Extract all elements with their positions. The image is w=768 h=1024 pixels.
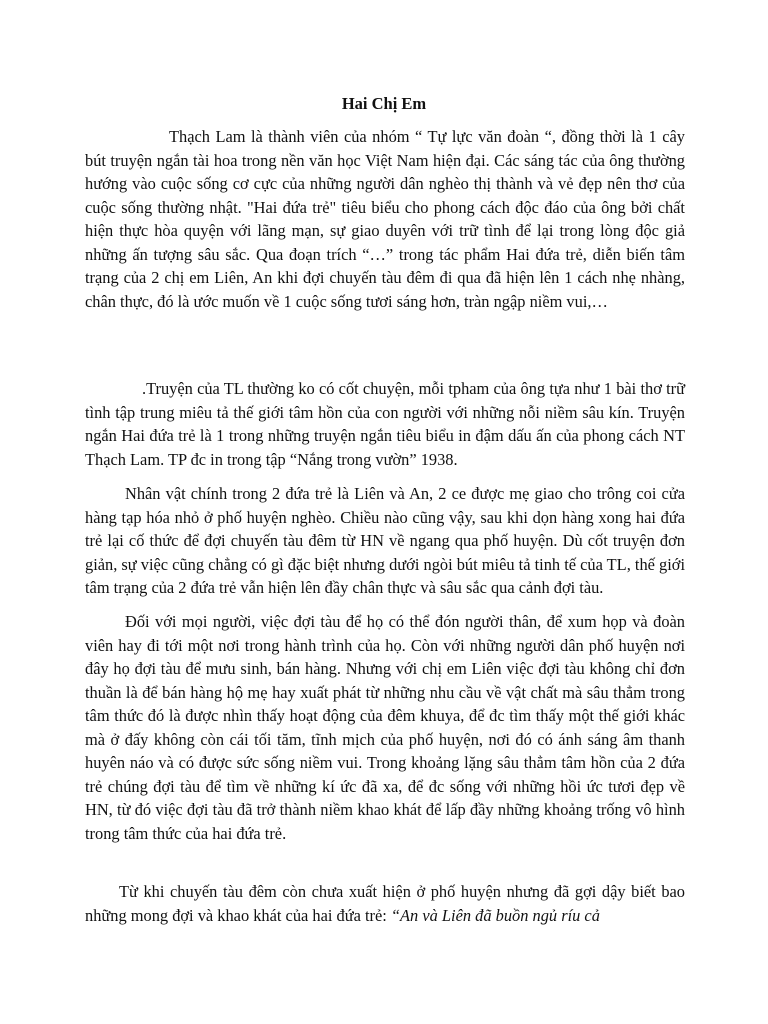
paragraph-night-train-text: Từ khi chuyến tàu đêm còn chưa xuất hiện ở phố huyện nhưng đã gợi dậy biết bao những mong đợi và khao khát của hai đứa trẻ:: [85, 882, 685, 925]
quoted-excerpt: “An và Liên đã buồn ngủ ríu cả: [390, 905, 600, 925]
paragraph-waiting-train: Đối với mọi người, việc đợi tàu để họ có thể đón người thân, để xum họp và đoàn viên hay đi tới một nơi trong hành trình của họ. Còn với những người dân phố huyện nơi đây họ đợi tàu để mưu sinh, bán hàng. Nhưng với chị em Liên việc đợi tàu không chỉ đơn thuần là để bán hàng hộ mẹ hay xuất phát từ những nhu cầu về vật chất mà sâu thẳm trong tâm thức đó là được nhìn thấy hoạt động của đêm khuya, để đc tìm thấy một thế giới khác mà ở đấy không còn cái tối tăm, tĩnh mịch của phố huyện, nơi đó có ánh sáng âm thanh huyên náo và có được sức sống niềm vui. Trong khoảng lặng sâu thẳm tâm hồn của 2 đứa trẻ chúng đợi tàu để tìm về những kí ức đã xa, để đc sống với những hồi ức tươi đẹp về HN, từ đó việc đợi tàu đã trở thành niềm khao khát để lấp đầy những khoảng trống vô hình trong tâm thức của hai đứa trẻ.: [85, 612, 685, 843]
document-title: Hai Chị Em: [341, 94, 427, 113]
paragraph-characters: Nhân vật chính trong 2 đứa trẻ là Liên và An, 2 ce được mẹ giao cho trông coi cửa hàng tạp hóa nhỏ ở phố huyện nghèo. Chiều nào cũng vậy, sau khi dọn hàng xong hai đứa trẻ lại cố thức để đợi chuyến tàu đêm từ HN về ngang qua phố huyện. Dù cốt truyện đơn giản, sự việc cũng chẳng có gì đặc biệt nhưng dưới ngòi bút miêu tả tinh tế của TL, thế giới tâm trạng của 2 đứa trẻ vẫn hiện lên đầy chân thực và sâu sắc qua cảnh đợi tàu.: [85, 484, 685, 597]
paragraph-intro: Thạch Lam là thành viên của nhóm “ Tự lực văn đoàn “, đồng thời là 1 cây bút truyện ngắn tài hoa trong nền văn học Việt Nam hiện đại. Các sáng tác của ông thường hướng vào cuộc sống cơ cực của những người dân nghèo thị thành và vẻ đẹp nên thơ của cuộc sống thường nhật. "Hai đứa trẻ" tiêu biểu cho phong cách độc đáo của ông bởi chất hiện thực hòa quyện với lãng mạn, sự giao duyên với trữ tình để lại trong lòng độc giả những ấn tượng sâu sắc. Qua đoạn trích “…” trong tác phẩm Hai đứa trẻ, diễn biến tâm trạng của 2 chị em Liên, An khi đợi chuyến tàu đêm đi qua đã hiện lên 1 cách nhẹ nhàng, chân thực, đó là ước muốn về 1 cuộc sống tươi sáng hơn, tràn ngập niềm vui,…: [85, 127, 685, 311]
paragraph-style: .Truyện của TL thường ko có cốt chuyện, mỗi tpham của ông tựa như 1 bài thơ trữ tình tập trung miêu tả thế giới tâm hồn của con người với những nỗi niềm sâu kín. Truyện ngắn Hai đứa trẻ là 1 trong những truyện ngắn tiêu biểu in đậm dấu ấn của phong cách NT Thạch Lam. TP đc in trong tập “Nắng trong vườn” 1938.: [85, 379, 685, 469]
paragraph-night-train: [85, 880, 685, 927]
